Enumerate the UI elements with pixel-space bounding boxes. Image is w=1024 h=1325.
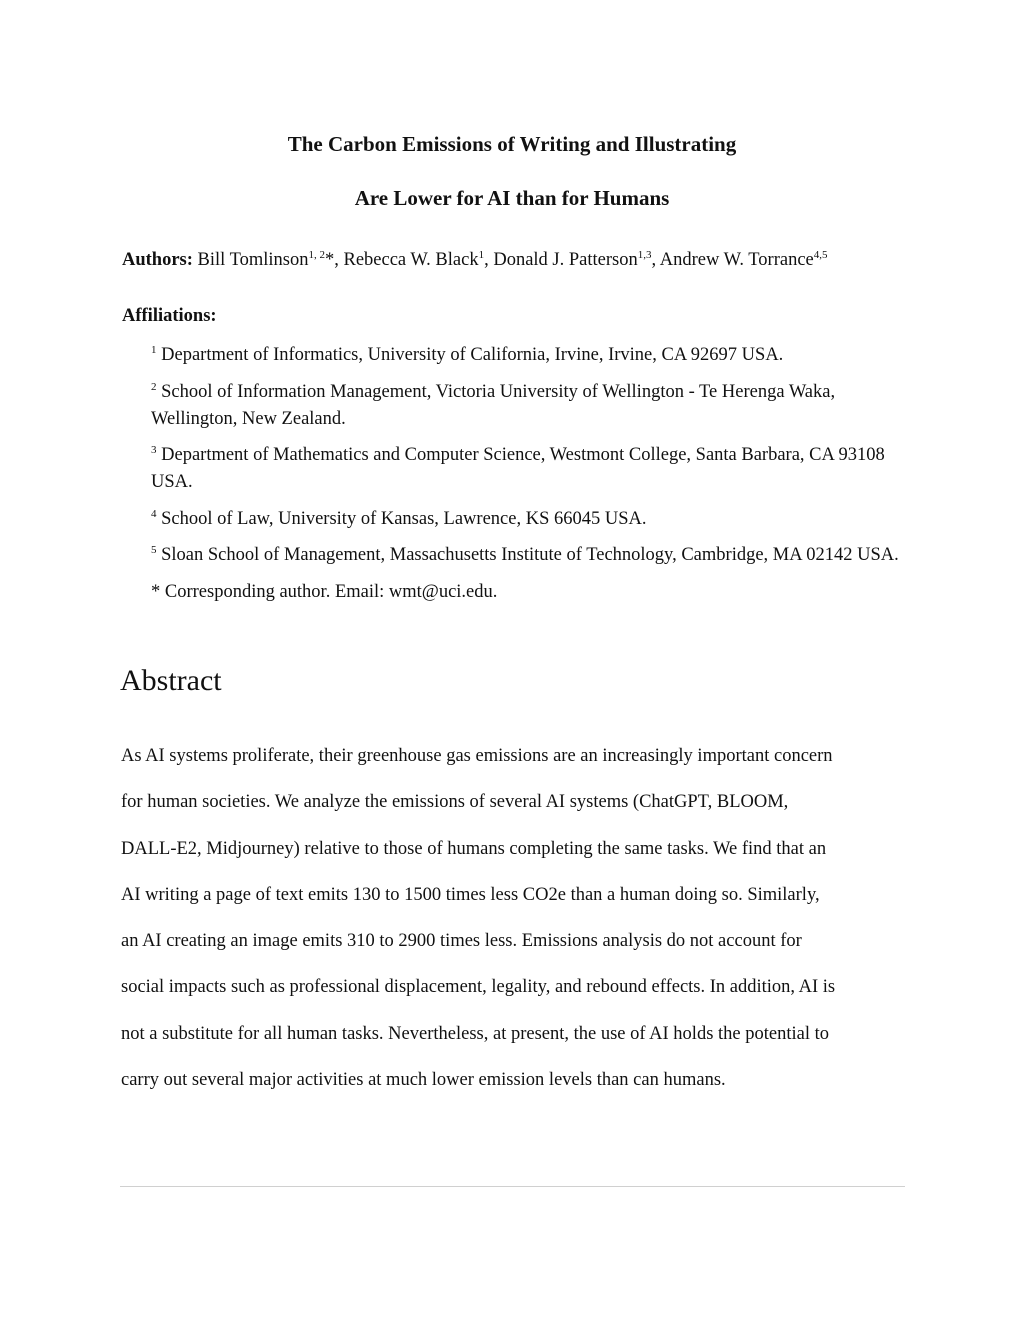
affiliation-number: 4 [151,507,157,520]
affiliation-text: School of Law, University of Kansas, Lawrence, KS 66045 USA. [156,508,647,529]
author-affiliation-sup: 4,5 [813,249,828,261]
authors-line [122,250,922,271]
affiliation-number: 1 [151,344,157,356]
title-line-1: The Carbon Emissions of Writing and Illustrating [287,132,737,156]
affiliation-item [151,506,911,533]
author-name: Rebecca W. Black [343,250,479,270]
abstract-heading: Abstract [120,664,222,697]
author-name: Donald J. Patterson [493,250,638,270]
author-separator: *, [324,250,344,270]
affiliations-list [151,342,911,615]
corresponding-author: * Corresponding author. Email: wmt@uci.edu. [151,581,498,602]
affiliation-number: 3 [151,444,157,456]
author-separator: , [651,250,660,270]
affiliation-number: 5 [151,544,157,556]
authors-label: Authors: [122,250,193,270]
affiliation-text: Sloan School of Management, Massachusetts Institute of Technology, Cambridge, MA 02142 USA. [156,545,899,565]
abstract-line: DALL-E2, Midjourney) relative to those of humans completing the same tasks. We find that an [121,838,827,859]
abstract-line: As AI systems proliferate, their greenhouse gas emissions are an increasingly important concern [121,746,833,766]
affiliation-item [151,442,911,496]
author-separator: , [484,250,494,270]
abstract-line: an AI creating an image emits 310 to 2900 times less. Emissions analysis do not account for [121,931,802,952]
abstract-line: carry out several major activities at much lower emission levels than can humans. [121,1070,726,1091]
author-name: Bill Tomlinson [197,250,309,270]
title-line-2: Are Lower for AI than for Humans [354,186,670,210]
abstract-line: social impacts such as professional displacement, legality, and rebound effects. In addition, AI is [121,977,836,998]
affiliations-heading: Affiliations: [122,306,217,326]
abstract-line: not a substitute for all human tasks. Nevertheless, at present, the use of AI holds the potential to [121,1023,829,1044]
affiliation-number: 2 [151,380,157,393]
footnote-divider [120,1186,905,1187]
affiliation-item [151,342,911,369]
affiliation-text: Department of Mathematics and Computer Science, Westmont College, Santa Barbara, CA 93108 USA. [151,445,885,492]
abstract-body [121,741,911,1111]
author-name: Andrew W. Torrance [659,250,814,270]
affiliation-text: Department of Informatics, University of California, Irvine, Irvine, CA 92697 USA. [156,345,784,365]
author-affiliation-sup: 1,3 [637,249,652,261]
abstract-line: for human societies. We analyze the emissions of several AI systems (ChatGPT, BLOOM, [121,792,789,813]
author-affiliation-sup: 1 [478,249,485,261]
abstract-line: AI writing a page of text emits 130 to 1500 times less CO2e than a human doing so. Similarly, [121,884,820,905]
affiliation-text: School of Information Management, Victoria University of Wellington - Te Herenga Waka, Wellington, New Zealand. [151,381,836,429]
author-affiliation-sup: 1, 2 [308,249,325,261]
affiliation-item [151,379,911,433]
affiliation-item [151,542,911,569]
